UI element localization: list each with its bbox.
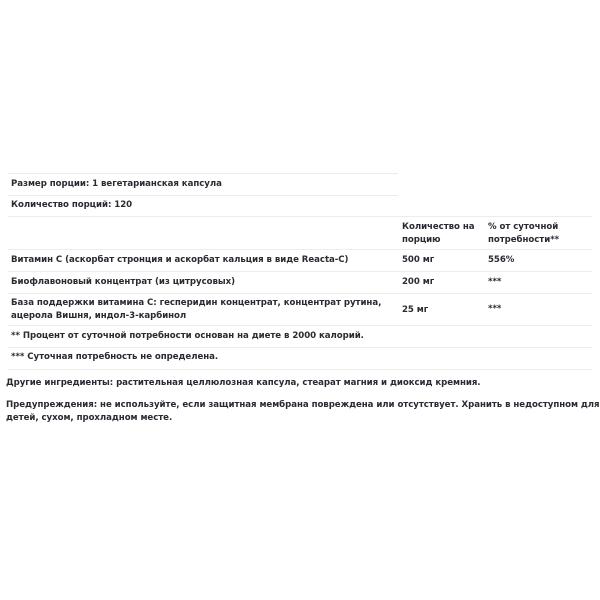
footnote: ** Процент от суточной потребности основан на диете в 2000 калорий. <box>11 331 364 341</box>
footnote: *** Суточная потребность не определена. <box>11 352 219 362</box>
warnings: Предупреждения: не используйте, если защитная мембрана повреждена или отсутствует. Хранить в недоступном для детей, сухом, прохладном месте. <box>6 400 600 423</box>
nutrient-name: Витамин С (аскорбат стронция и аскорбат кальция в виде Reacta-C) <box>11 255 349 265</box>
header-amount: Количество на порцию <box>402 222 475 245</box>
divider <box>8 325 592 326</box>
divider <box>8 249 592 250</box>
nutrient-amount: 200 мг <box>402 277 435 287</box>
divider <box>8 293 592 294</box>
nutrient-dv: 556% <box>488 255 515 265</box>
nutrient-dv: *** <box>488 277 502 287</box>
nutrient-dv: *** <box>488 304 502 314</box>
servings-per-container: Количество порций: 120 <box>11 200 133 210</box>
other-ingredients: Другие ингредиенты: растительная целлюлозная капсула, стеарат магния и диоксид кремния. <box>6 378 481 388</box>
divider <box>8 216 592 217</box>
serving-size: Размер порции: 1 вегетарианская капсула <box>11 179 222 189</box>
divider <box>8 271 592 272</box>
nutrient-name: База поддержки витамина С: гесперидин концентрат, концентрат рутина, ацерола Вишня, индол-3-карбинол <box>11 298 382 321</box>
header-daily-value: % от суточной потребности** <box>488 222 560 245</box>
nutrient-amount: 25 мг <box>402 305 429 315</box>
divider <box>8 347 592 348</box>
nutrient-amount: 500 мг <box>402 255 435 265</box>
divider <box>8 195 398 196</box>
divider <box>8 369 592 370</box>
divider <box>8 173 398 174</box>
nutrient-name: Биофлавоновый концентрат (из цитрусовых) <box>11 277 235 287</box>
